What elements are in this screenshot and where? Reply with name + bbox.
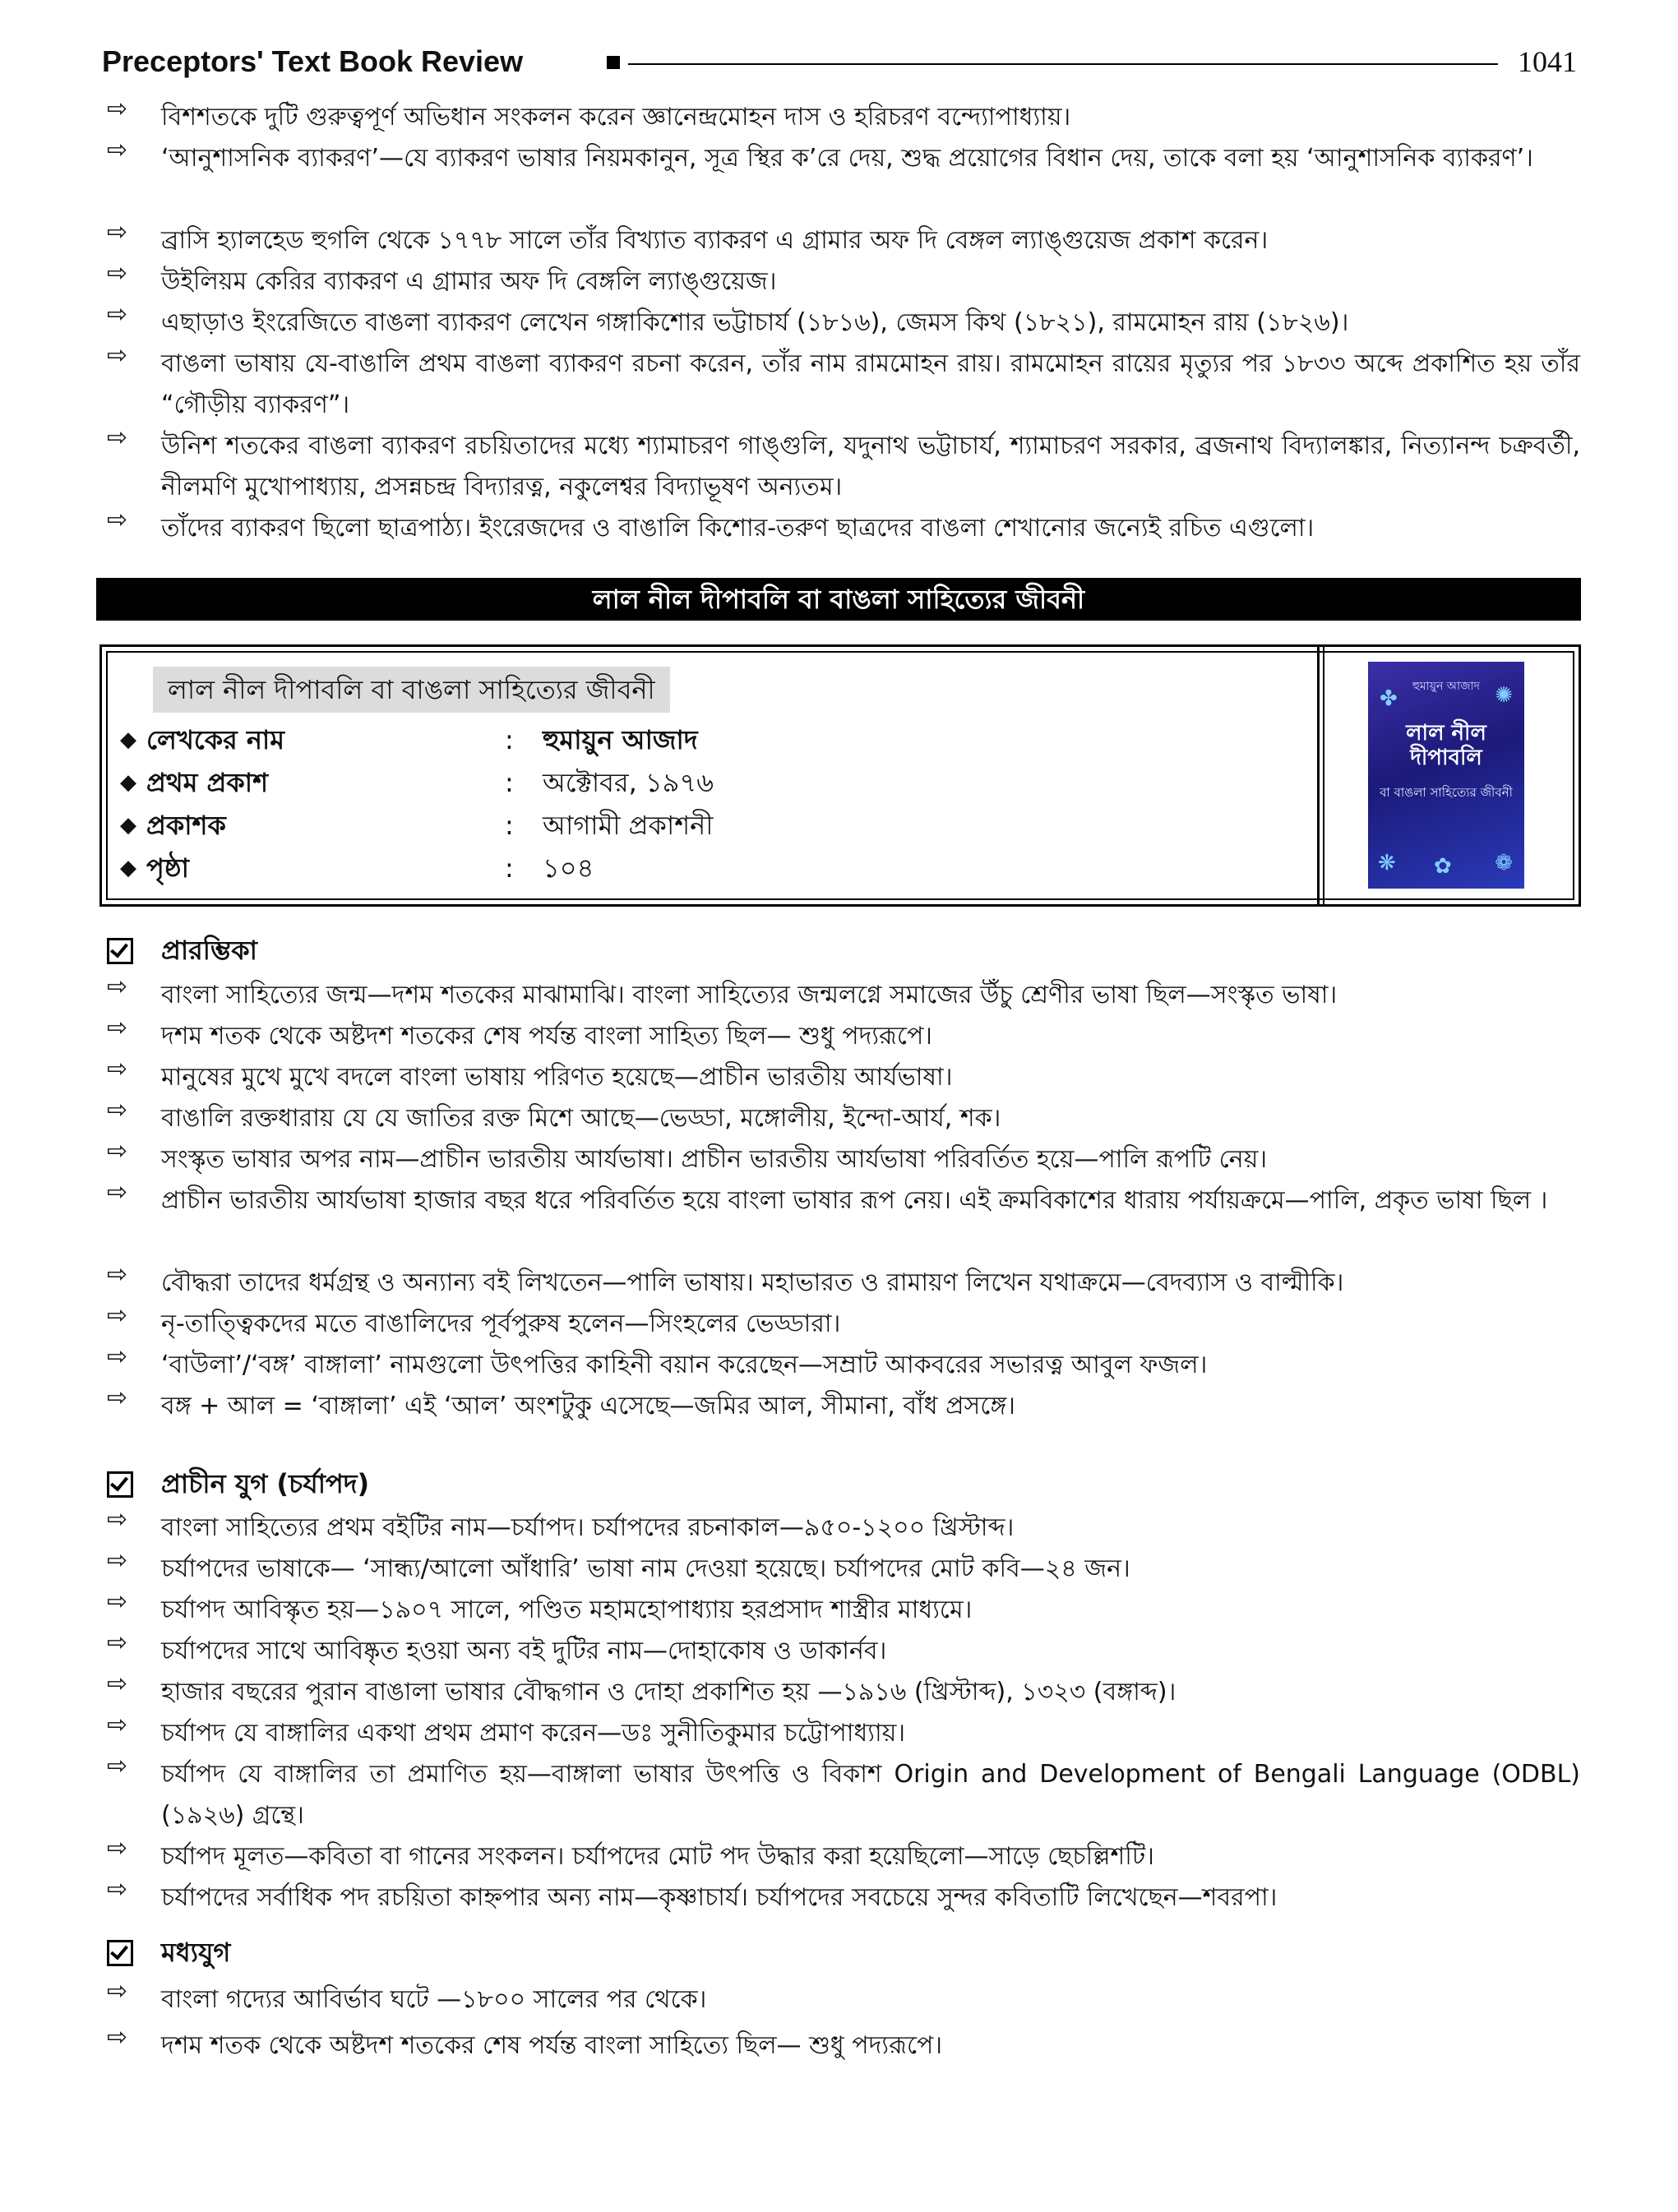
diamond-bullet-icon: ◆ — [120, 813, 136, 838]
book-info-divider-inner — [1323, 647, 1324, 904]
arrow-icon: ⇨ — [107, 1096, 128, 1124]
arrow-icon: ⇨ — [107, 1178, 128, 1207]
section-banner: লাল নীল দীপাবলি বা বাঙলা সাহিত্যের জীবনী — [96, 578, 1581, 621]
arrow-icon: ⇨ — [107, 259, 128, 288]
book-title: লাল নীল দীপাবলি বা বাঙলা সাহিত্যের জীবনী — [153, 667, 670, 713]
arrow-icon: ⇨ — [107, 1628, 128, 1657]
arrow-icon: ⇨ — [107, 1137, 128, 1166]
header-square-icon — [607, 56, 620, 69]
arrow-icon: ⇨ — [107, 1977, 128, 2006]
arrow-icon: ⇨ — [107, 506, 128, 534]
book-cover-image: ✤ ✺ হুমায়ুন আজাদ লাল নীল দীপাবলি বা বাঙলা সাহিত্যের জীবনী ❋ ✿ ❁ — [1368, 662, 1524, 889]
cover-ornament-icon: ✺ — [1495, 683, 1513, 708]
checkbox-icon — [107, 1940, 133, 1966]
checkbox-icon — [107, 938, 133, 964]
arrow-icon: ⇨ — [107, 972, 128, 1001]
arrow-icon: ⇨ — [107, 1875, 128, 1904]
arrow-icon: ⇨ — [107, 1383, 128, 1412]
arrow-icon: ⇨ — [107, 1669, 128, 1698]
arrow-icon: ⇨ — [107, 1505, 128, 1534]
arrow-icon: ⇨ — [107, 1834, 128, 1863]
arrow-icon: ⇨ — [107, 1546, 128, 1575]
arrow-icon: ⇨ — [107, 423, 128, 452]
cover-ornament-icon: ❋ — [1378, 851, 1396, 875]
arrow-icon: ⇨ — [107, 95, 128, 123]
header-rule — [628, 63, 1498, 65]
book-row-pages: ◆ পৃষ্ঠা : ১০৪ — [120, 847, 942, 889]
arrow-icon: ⇨ — [107, 218, 128, 247]
arrow-icon: ⇨ — [107, 1342, 128, 1371]
arrow-icon: ⇨ — [107, 1260, 128, 1289]
arrow-icon: ⇨ — [107, 341, 128, 370]
arrow-icon: ⇨ — [107, 1711, 128, 1739]
diamond-bullet-icon: ◆ — [120, 770, 136, 795]
cover-ornament-icon: ✿ — [1434, 854, 1452, 879]
book-info-divider — [1317, 647, 1320, 904]
book-row-first-published: ◆ প্রথম প্রকাশ : অক্টোবর, ১৯৭৬ — [120, 762, 942, 803]
arrow-icon: ⇨ — [107, 2023, 128, 2052]
arrow-icon: ⇨ — [107, 1301, 128, 1330]
arrow-icon: ⇨ — [107, 1014, 128, 1042]
page-number: 1041 — [1518, 45, 1577, 78]
diamond-bullet-icon: ◆ — [120, 856, 136, 880]
cover-ornament-icon: ✤ — [1380, 686, 1398, 711]
arrow-icon: ⇨ — [107, 136, 128, 164]
arrow-icon: ⇨ — [107, 1752, 128, 1780]
cover-ornament-icon: ❁ — [1495, 851, 1513, 875]
page: Preceptors' Text Book Review 1041 ⇨ বিশশতকে দুটি গুরুত্বপূর্ণ অভিধান সংকলন করেন জ্ঞানেন্দ্রমোহন দাস ও হরিচরণ বন্দ্যোপাধ্যায়। ⇨ ‘আনুশাসনিক ব্যাকরণ’—যে ব্যাকরণ ভাষার নিয়মকানুন, সূত্র স্থির ক’রে দেয়, শুদ্ধ প্রয়োগের বিধান দেয়, তাকে বলা হয় ‘আনুশাসনিক ব্যাকরণ’। ⇨ ব্রাসি হ্যালহেড হুগলি থেকে ১৭৭৮ সালে তাঁর বিখ্যাত ব্যাকরণ এ গ্রামার অফ দি বেঙ্গল ল্যাঙ্গুয়েজ প্রকাশ করেন। ⇨ উইলিয়ম কেরির ব্যাকরণ এ গ্রামার অফ দি বেঙ্গলি ল্যাঙ্গুয়েজ। ⇨ এছাড়াও ইংরেজিতে বাঙলা ব্যাকরণ লেখেন গঙ্গাকিশোর ভট্টাচার্য (১৮১৬), জেমস কিথ (১৮২১), রামমোহন রায় (১৮২৬)। ⇨ বাঙলা ভাষায় যে-বাঙালি প্রথম বাঙলা ব্যাকরণ রচনা করেন, তাঁর নাম রামমোহন রায়। রামমোহন রায়ের মৃত্যুর পর ১৮৩৩ অব্দে প্রকাশিত হয় তাঁর “গৌড়ীয় ব্যাকরণ”। ⇨ উনিশ শতকের বাঙলা ব্যাকরণ রচয়িতাদের মধ্যে শ্যামাচরণ গাঙ্গুলি, যদুনাথ ভট্টাচার্য, শ্যামাচরণ সরকার, ব্রজনাথ বিদ্যালঙ্কার, নিত্যানন্দ চক্রবর্তী, নীলমণি মুখোপাধ্যায়, প্রসন্নচন্দ্র বিদ্যারত্ন, নকুলেশ্বর বিদ্যাভূষণ অন্যতম। ⇨ তাঁদের ব্যাকরণ ছিলো ছাত্রপাঠ্য। ইংরেজদের ও বাঙালি কিশোর-তরুণ ছাত্রদের বাঙলা শেখানোর জন্যেই রচিত এগুলো। লাল নীল দীপাবলি বা বাঙলা সাহিত্যের জীবনী লাল নীল দীপাবলি বা বাঙলা সাহিত্যের জীবনী ◆ লেখকের নাম : হুমায়ুন আজাদ ◆ প্রথম প্রকাশ : অক্টোবর, ১৯৭৬ ◆ প্রকাশক : আগামী প্রকাশনী ◆ পৃষ্ঠা : ১০৪ ✤ ✺ হুমায়ুন আজাদ লাল নীল দীপাবলি বা বাঙলা সাহিত্যের জীবনী ❋ ✿ ❁ প্রারম্ভিকা ⇨ বাংলা সাহিত্যের জন্ম—দশম শতকের মাঝামাঝি। বাংলা সাহিত্যের জন্মলগ্নে সমাজের উঁচু শ্রেণীর ভাষা ছিল—সংস্কৃত ভাষা। ⇨ দশম শতক থেকে অষ্টদশ শতকের শেষ পর্যন্ত বাংলা সাহিত্য ছিল— শুধু পদ্যরূপে। ⇨ মানুষের মুখে মুখে বদলে বাংলা ভাষায় পরিণত হয়েছে—প্রাচীন ভারতীয় আর্যভাষা। ⇨ বাঙালি রক্তধারায় যে যে জাতির রক্ত মিশে আছে—ভেড্ডা, মঙ্গোলীয়, ইন্দো-আর্য, শক। ⇨ সংস্কৃত ভাষার অপর নাম—প্রাচীন ভারতীয় আর্যভাষা। প্রাচীন ভারতীয় আর্যভাষা পরিবর্তিত হয়ে—পালি রূপটি নেয়। ⇨ প্রাচীন ভারতীয় আর্যভাষা হাজার বছর ধরে পরিবর্তিত হয়ে বাংলা ভাষার রূপ নেয়। এই ক্রমবিকাশের ধারায় পর্যায়ক্রমে—পালি, প্রকৃত ভাষা ছিল । ⇨ বৌদ্ধরা তাদের ধর্মগ্রন্থ ও অন্যান্য বই লিখতেন—পালি ভাষায়। মহাভারত ও রামায়ণ লিখেন যথাক্রমে—বেদব্যাস ও বাল্মীকি। ⇨ নৃ-তাত্ত্বিকদের মতে বাঙালিদের পূর্বপুরুষ হলেন—সিংহলের ভেড্ডারা। ⇨ ‘বাউলা’/‘বঙ্গ’ বাঙ্গালা’ নামগুলো উৎপত্তির কাহিনী বয়ান করেছেন—সম্রাট আকবরের সভারত্ন আবুল ফজল। ⇨ বঙ্গ + আল = ‘বাঙ্গালা’ এই ‘আল’ অংশটুকু এসেছে—জমির আল, সীমানা, বাঁধ প্রসঙ্গে। প্রাচীন যুগ (চর্যাপদ) ⇨ বাংলা সাহিত্যের প্রথম বইটির নাম—চর্যাপদ। চর্যাপদের রচনাকাল—৯৫০-১২০০ খ্রিস্টাব্দ। ⇨ চর্যাপদের ভাষাকে— ‘সান্ধ্য/আলো আঁধারি’ ভাষা নাম দেওয়া হয়েছে। চর্যাপদের মোট কবি—২৪ জন। ⇨ চর্যাপদ আবিস্কৃত হয়—১৯০৭ সালে, পণ্ডিত মহামহোপাধ্যায় হরপ্রসাদ শাস্ত্রীর মাধ্যমে। ⇨ চর্যাপদের সাথে আবিষ্কৃত হওয়া অন্য বই দুটির নাম—দোহাকোষ ও ডাকার্নব। ⇨ হাজার বছরের পুরান বাঙালা ভাষার বৌদ্ধগান ও দোহা প্রকাশিত হয় —১৯১৬ (খ্রিস্টাব্দ), ১৩২৩ (বঙ্গাব্দ)। ⇨ চর্যাপদ যে বাঙ্গালির একথা প্রথম প্রমাণ করেন—ডঃ সুনীতিকুমার চট্টোপাধ্যায়। ⇨ চর্যাপদ যে বাঙ্গালির তা প্রমাণিত হয়—বাঙ্গালা ভাষার উৎপত্তি ও বিকাশ Origin and Development of Bengali Language (ODBL) (১৯২৬) গ্রন্থে। ⇨ চর্যাপদ মূলত—কবিতা বা গানের সংকলন। চর্যাপদের মোট পদ উদ্ধার করা হয়েছিলো—সাড়ে ছেচল্লিশটি। ⇨ চর্যাপদের সর্বাধিক পদ রচয়িতা কাহ্নপার অন্য নাম—কৃষ্ণাচার্য। চর্যাপদের সবচেয়ে সুন্দর কবিতাটি লিখেছেন—শবরপা। মধ্যযুগ ⇨ বাংলা গদ্যের আবির্ভাব ঘটে —১৮০০ সালের পর থেকে। ⇨ দশম শতক থেকে অষ্টদশ শতকের শেষ পর্যন্ত বাংলা সাহিত্যে ছিল— শুধু পদ্যরূপে। — [0, 0, 1678, 2212]
header-title: Preceptors' Text Book Review — [102, 44, 524, 78]
book-row-publisher: ◆ প্রকাশক : আগামী প্রকাশনী — [120, 805, 942, 846]
arrow-icon: ⇨ — [107, 1587, 128, 1616]
arrow-icon: ⇨ — [107, 1055, 128, 1083]
book-info-box — [99, 644, 1581, 907]
diamond-bullet-icon: ◆ — [120, 727, 136, 752]
arrow-icon: ⇨ — [107, 300, 128, 329]
book-row-author: ◆ লেখকের নাম : হুমায়ুন আজাদ — [120, 719, 942, 760]
checkbox-icon — [107, 1471, 133, 1498]
running-header — [102, 43, 1577, 84]
